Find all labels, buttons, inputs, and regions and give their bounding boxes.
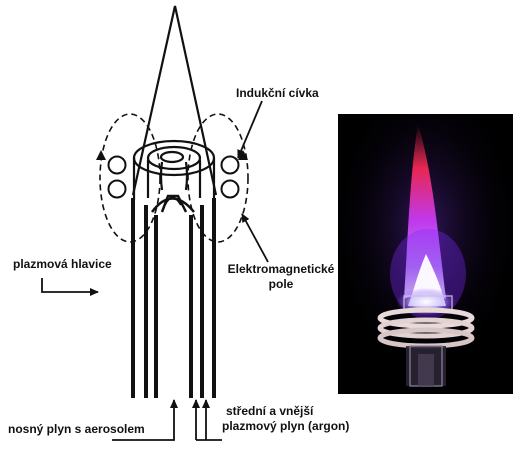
coil-label: Indukční cívka <box>236 86 319 100</box>
outer-gas-label-line2: plazmový plyn (argon) <box>222 419 350 433</box>
em-field-label-line1: Elektromagnetické <box>227 262 335 276</box>
torch-tubes <box>133 196 214 398</box>
carrier-gas-label: nosný plyn s aerosolem <box>8 422 145 436</box>
outer-gas-label <box>222 404 349 434</box>
induction-coil <box>109 141 239 200</box>
icp-torch-photo <box>338 114 513 394</box>
em-field-label-line2: pole <box>268 277 294 291</box>
em-field-label <box>222 262 340 292</box>
plasma-flame-outline <box>133 6 216 195</box>
plasma-head-label: plazmová hlavice <box>13 257 112 271</box>
electromagnetic-field-loops <box>100 114 248 242</box>
outer-gas-label-line1: střední a vnější <box>226 404 314 418</box>
